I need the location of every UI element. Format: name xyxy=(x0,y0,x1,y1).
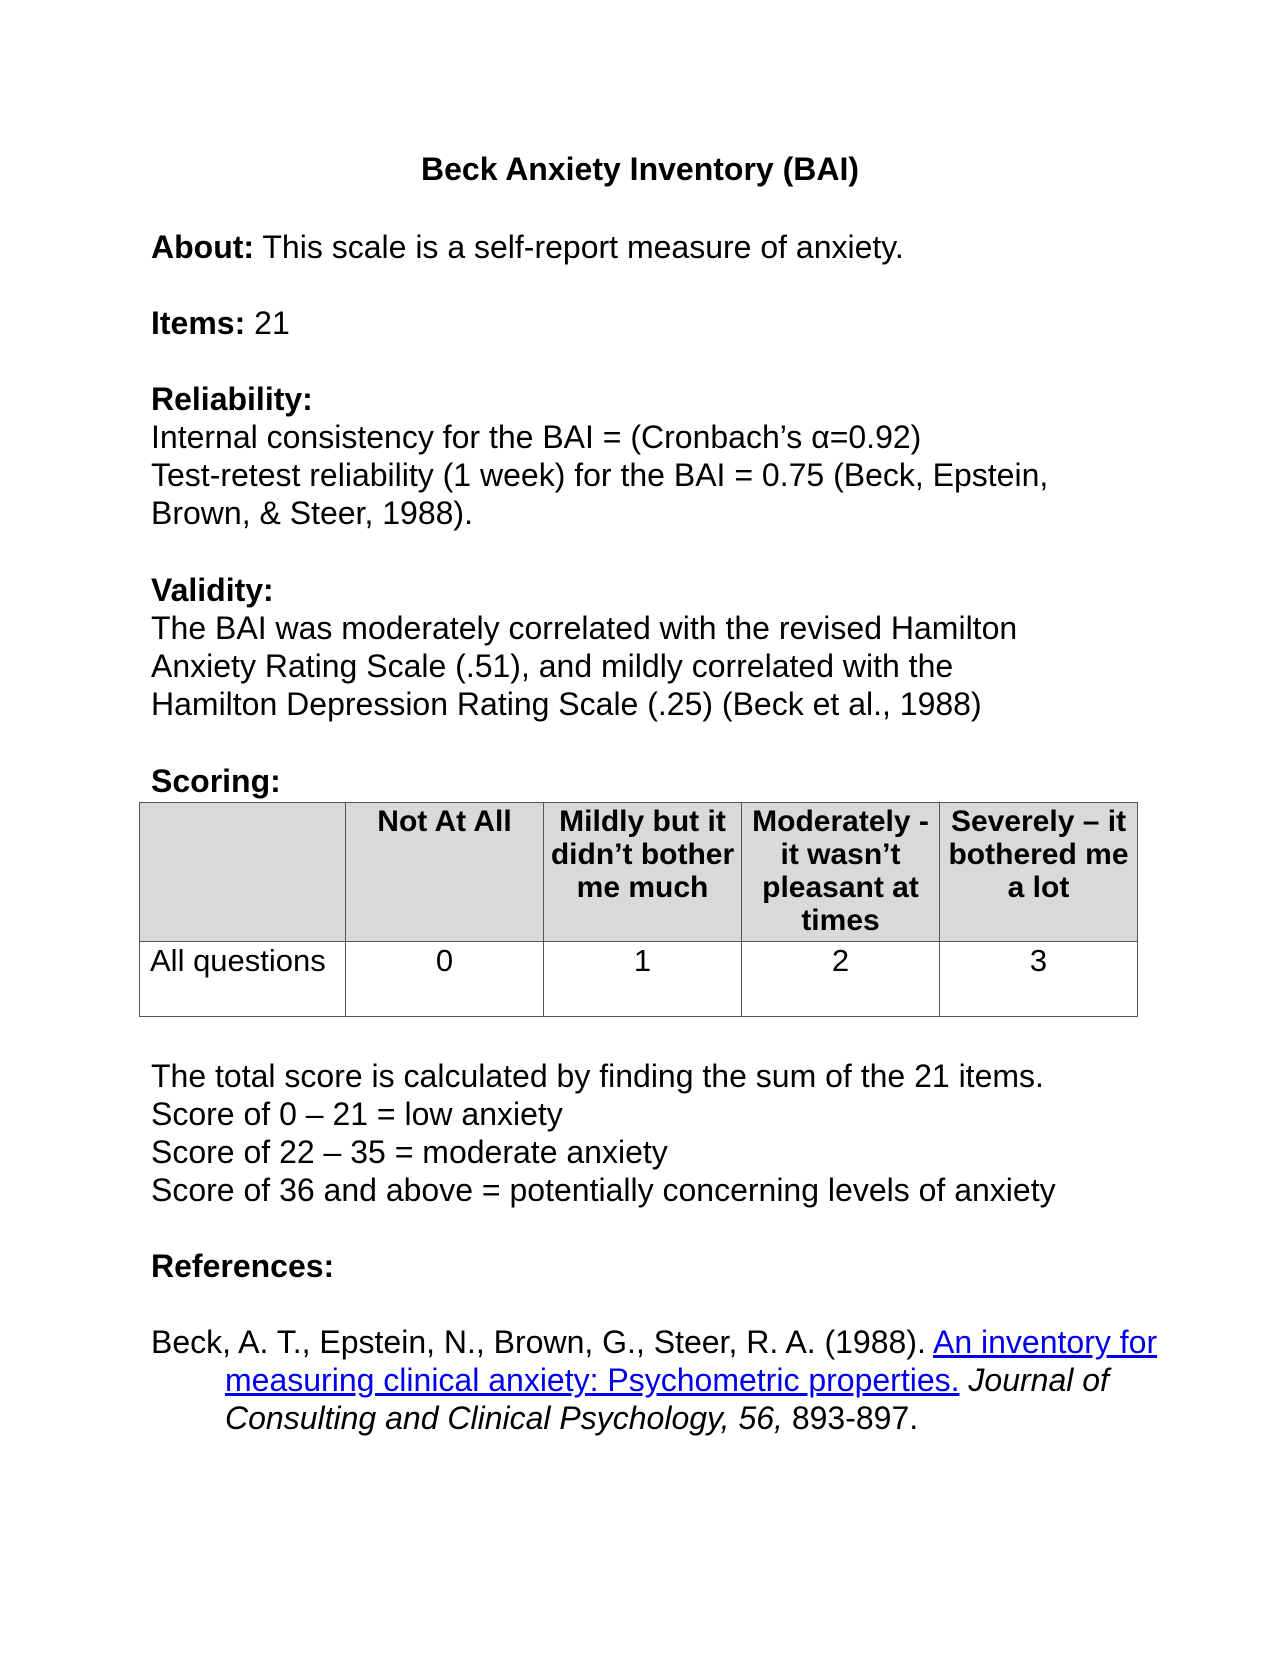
validity-line: Hamilton Depression Rating Scale (.25) (Beck et al., 1988) xyxy=(151,686,982,722)
validity-section xyxy=(151,571,1151,723)
summary-line: Score of 36 and above = potentially concerning levels of anxiety xyxy=(151,1172,1056,1208)
reference-journal: Journal of Consulting and Clinical Psychology, 56, xyxy=(225,1362,1109,1436)
reference-entry xyxy=(151,1323,1185,1437)
items-text: 21 xyxy=(245,305,290,341)
items-section xyxy=(151,304,1151,342)
validity-label: Validity: xyxy=(151,572,274,608)
table-header-cell: Moderately - it wasn’t pleasant at times xyxy=(742,803,940,942)
reliability-line: Internal consistency for the BAI = (Cronbach’s α=0.92) xyxy=(151,419,922,455)
reference-link[interactable]: An inventory for measuring clinical anxiety: Psychometric properties. xyxy=(225,1324,1158,1398)
reference-pages: 893-897. xyxy=(782,1400,919,1436)
scoring-label: Scoring: xyxy=(151,763,281,799)
scoring-header-row xyxy=(140,803,1138,942)
table-cell: 1 xyxy=(544,942,742,1017)
table-header-cell: Mildly but it didn’t bother me much xyxy=(544,803,742,942)
validity-line: Anxiety Rating Scale (.51), and mildly correlated with the xyxy=(151,648,954,684)
reliability-line: Test-retest reliability (1 week) for the BAI = 0.75 (Beck, Epstein, xyxy=(151,457,1049,493)
reliability-label: Reliability: xyxy=(151,381,313,417)
about-text: This scale is a self-report measure of anxiety. xyxy=(254,229,904,265)
table-header-cell: Severely – it bothered me a lot xyxy=(940,803,1138,942)
about-section xyxy=(151,228,1151,266)
document-title: Beck Anxiety Inventory (BAI) xyxy=(420,151,860,187)
summary-line: Score of 0 – 21 = low anxiety xyxy=(151,1096,563,1132)
reference-authors: Beck, A. T., Epstein, N., Brown, G., Steer, R. A. (1988). xyxy=(151,1324,933,1360)
validity-line: The BAI was moderately correlated with the revised Hamilton xyxy=(151,610,1018,646)
summary-line: The total score is calculated by finding the sum of the 21 items. xyxy=(151,1058,1044,1094)
scoring-table xyxy=(139,802,1138,1017)
reliability-line: Brown, & Steer, 1988). xyxy=(151,495,473,531)
table-header-cell xyxy=(140,803,346,942)
items-label: Items: xyxy=(151,305,246,341)
table-cell: 2 xyxy=(742,942,940,1017)
table-row xyxy=(140,942,1138,1017)
table-header-cell: Not At All xyxy=(346,803,544,942)
about-label: About: xyxy=(151,229,255,265)
table-cell: 0 xyxy=(346,942,544,1017)
summary-line: Score of 22 – 35 = moderate anxiety xyxy=(151,1134,668,1170)
table-row-label: All questions xyxy=(140,942,346,1017)
reliability-section xyxy=(151,380,1151,532)
references-label: References: xyxy=(151,1248,335,1284)
table-cell: 3 xyxy=(940,942,1138,1017)
score-summary xyxy=(151,1057,1151,1209)
